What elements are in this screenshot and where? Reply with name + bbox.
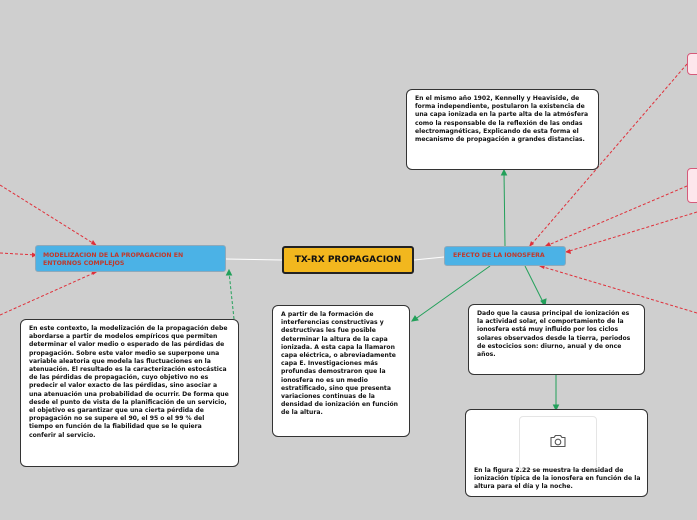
link-red-e bbox=[546, 186, 687, 246]
note-modelizacion[interactable]: En este contexto, la modelización de la propagación debe abordarse a partir de modelos empíricos que permiten determinar el valor medio o esperado de las pérdidas de propagación. Sobre este valor medio se superpone una variable aleatoria que modela las fluctuaciones en la atenuación. El resultado es la caracterización estocástica de las pérdidas de propagación, cuyo objetivo no es predecir el valor exacto de las pérdidas, sino asociar a una atenuación una probabilidad de ocurrir. De forma que desde el punto de vista de la planificación de un servicio, el objetivo es garantizar que una cierta pérdida de propagación no se supere el 90, el 95 o el 99 % del tiempo en función de la fiabilidad que se le quiera conferir al servicio. bbox=[20, 319, 239, 467]
note-interferencias[interactable]: A partir de la formación de interferencias constructivas y destructivas les fue posible determinar la altura de la capa ionizada. A esta capa la llamaron capa eléctrica, o abreviadamente capa E. Investigaciones más profundas demostraron que la ionosfera no es un medio estratificado, sino que presenta variaciones continuas de la densidad de ionización en función de la altura. bbox=[272, 305, 410, 437]
note-causa-ionizacion[interactable]: Dado que la causa principal de ionización es la actividad solar, el comportamiento de la ionosfera está muy influido por los ciclos solares observados desde la tierra, periodos de estocicios son: diurno, anual y de once años. bbox=[468, 304, 645, 375]
arrow-model-note bbox=[227, 270, 232, 275]
branch-efecto-ionosfera[interactable]: EFECTO DE LA IONOSFERA bbox=[444, 246, 566, 266]
image-placeholder bbox=[519, 416, 597, 470]
link-central-efecto bbox=[414, 257, 444, 260]
branch-modelizacion[interactable]: MODELIZACION DE LA PROPAGACION EN ENTORNOS COMPLEJOS bbox=[35, 245, 226, 272]
link-efecto-kennelly bbox=[504, 172, 505, 246]
arrow-kennelly bbox=[502, 170, 507, 175]
link-model-note bbox=[229, 272, 234, 319]
link-central-model bbox=[226, 259, 282, 260]
arrow-interferencias bbox=[412, 316, 418, 321]
offscreen-node-top[interactable] bbox=[687, 53, 697, 75]
offscreen-node-middle[interactable] bbox=[687, 168, 697, 203]
link-red-f bbox=[566, 212, 697, 252]
link-red-b bbox=[0, 253, 36, 255]
link-red-c bbox=[0, 272, 96, 315]
central-topic[interactable]: TX-RX PROPAGACION bbox=[282, 246, 414, 274]
figure-caption: En la figura 2.22 se muestra la densidad de ionización típica de la ionosfera en función de la altura para el día y la noche. bbox=[474, 467, 641, 491]
note-figura-2-22[interactable] bbox=[465, 409, 648, 497]
camera-icon bbox=[549, 434, 567, 451]
link-efecto-causa bbox=[525, 266, 544, 304]
link-red-a bbox=[0, 185, 96, 245]
note-kennelly-heaviside[interactable]: En el mismo año 1902, Kennelly y Heaviside, de forma independiente, postularon la existencia de una capa ionizada en la parte alta de la atmósfera como la responsable de la reflexión de las ondas electromagnéticas, Explicando de esta forma el mecanismo de propagación a grandes distancias. bbox=[406, 89, 599, 170]
